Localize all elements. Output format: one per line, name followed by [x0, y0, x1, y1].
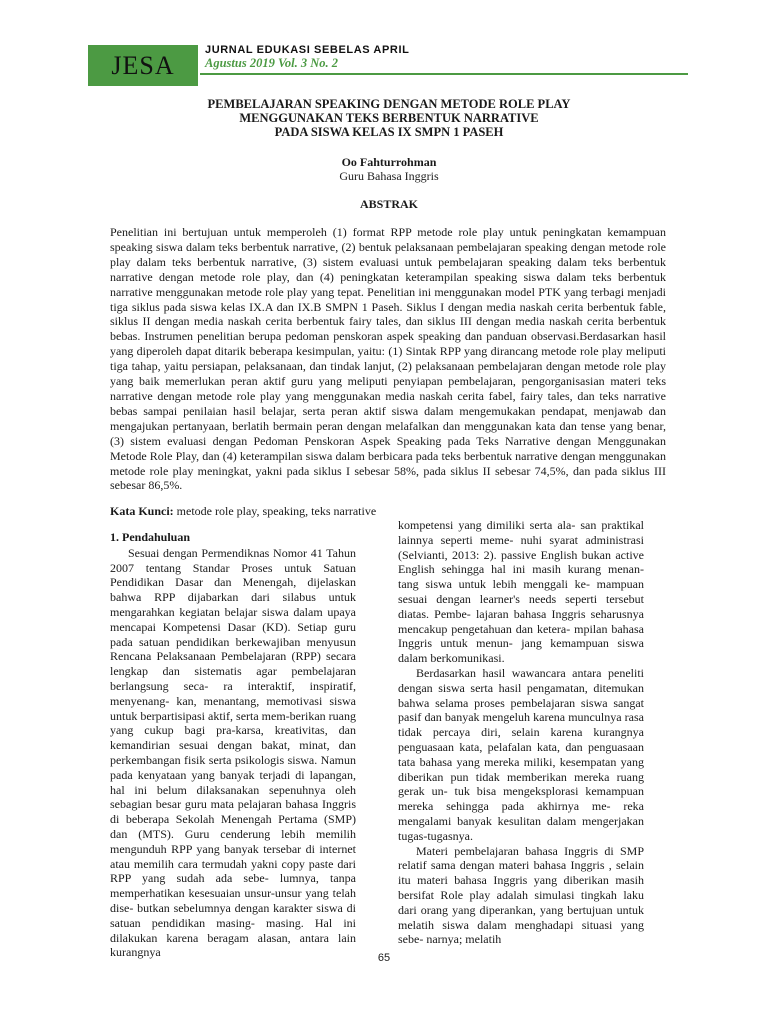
- title-line-3: PADA SISWA KELAS IX SMPN 1 PASEH: [274, 125, 504, 139]
- article-title: [90, 97, 688, 139]
- title-line-2: MENGGUNAKAN TEKS BERBENTUK NARRATIVE: [239, 111, 539, 125]
- journal-logo-text: JESA: [111, 50, 175, 80]
- body-column-left: [110, 530, 356, 960]
- keywords-label: Kata Kunci:: [110, 504, 174, 518]
- page-number: 65: [377, 952, 391, 964]
- journal-logo: [88, 45, 198, 86]
- abstract-text: Penelitian ini bertujuan untuk memperoleh (1) format RPP metode role play untuk peningkatan kemampuan speaking siswa dalam teks berbentuk narrative, (2) bentuk pelaksanaan pembelajaran speaking dengan metode role play dalam teks berbentuk narrative, (3) sistem evaluasi untuk pembelajaran speaking dalam teks berbentuk narrative dengan metode role play, dan (4) peningkatan keterampilan speaking siswa dalam teks berbentuk narrative menggunakan metode role play yang tepat. Penelitian ini menggunakan model PTK yang terbagi menjadi tiga siklus pada siswa kelas IX.A dan IX.B SMPN 1 Paseh. Siklus I dengan media naskah cerita berbentuk fable, siklus II dengan media naskah cerita berbentuk fairy tales, dan siklus III dengan media naskah cerita berbentuk bebas. Instrumen penelitian berupa pedoman penskoran aspek speaking dan panduan observasi.Berdasarkan hasil yang diperoleh dapat ditarik beberapa kesimpulan, yaitu: (1) Sintak RPP yang dirancang metode role play meliputi tiga tahap, yaitu persiapan, pelaksanaan, dan tindak lanjut, (2) pelaksanaan pembelajaran dengan metode role play yang baik memerlukan peran aktif guru yang meliputi penyiapan pembelajaran, pengorganisasian materi teks narrative dengan metode role play yang menggunakan media naskah cerita fabel, fairy tales, dan teks narrative bebas sampai penilaian hasil belajar, serta peran aktif siswa dalam mengemukakan pendapat, menjawab dan mengajukan pertanyaan, berlatih bermain peran dengan melafalkan dan menggunakan kata dan tense yang benar, (3) sistem evaluasi dengan Pedoman Penskoran Aspek Speaking pada Teks Narrative dengan Menggunakan Metode Role Play, dan (4) keterampilan siswa dalam berbicara pada teks berbentuk narrative dengan menggunakan metode role play meningkat, yakni pada siklus I sebesar 58%, pada siklus II sebesar 74,5%, dan pada siklus III sebesar 86,5%.: [110, 225, 666, 493]
- title-line-1: PEMBELAJARAN SPEAKING DENGAN METODE ROLE PLAY: [207, 97, 571, 111]
- body-paragraph: Berdasarkan hasil wawancara antara peneliti dengan siswa serta hasil pengamatan, ditemukan bahwa selama proses pembelajaran siswa sangat pasif dan banyak mengeluh karena munculnya rasa tidak percaya diri, selain karena kurangnya penguasaan kata, pelafalan kata, dan penguasaan tata bahasa yang mereka miliki, kesempatan yang diberikan pun tidak memberikan mereka ruang gerak un- tuk bisa mengeksplorasi kemampuan mereka sehingga pada akhirnya me- reka mengalami banyak kesulitan dalam mengerjakan tugas-tugasnya.: [398, 665, 644, 843]
- body-column-right: [398, 518, 644, 947]
- body-paragraph: Materi pembelajaran bahasa Inggris di SMP relatif sama dengan materi bahasa Inggris , selain itu materi bahasa Inggris yang diberikan masih bersifat Role play adalah simulasi tingkah laku dari orang yang diperankan, yang bertujuan untuk melatih siswa dalam menghadapi situasi yang sebe- narnya; melatih: [398, 843, 644, 947]
- author-name: Oo Fahturrohman: [341, 155, 437, 169]
- section-heading: 1. Pendahuluan: [110, 530, 191, 544]
- body-paragraph: kompetensi yang dimiliki serta ala- san praktikal lainnya seperti meme- nuhi syarat administrasi (Selvianti, 2013: 2). passive English bukan active English sehingga hal ini masih kurang menan- tang siswa untuk lebih menggali ke- mampuan sesuai dengan learner's needs seperti tersebut diatas. Pembe- lajaran bahasa Inggris seharusnya mencakup pengetahuan dan ketera- mpilan bahasa Inggris untuk menun- jang kemampuan siswa dalam berkomunikasi.: [398, 518, 644, 666]
- keywords-text: metode role play, speaking, teks narrative: [173, 504, 377, 518]
- body-paragraph: Sesuai dengan Permendiknas Nomor 41 Tahun 2007 tentang Standar Proses untuk Satuan Pendidikan Dasar dan Menengah, dijelaskan bahwa RPP dijabarkan dari silabus untuk mengarahkan kegiatan belajar siswa dalam upaya mencapai Kompetensi Dasar (KD). Setiap guru pada satuan pendidikan berkewajiban menyusun Rencana Pelaksanaan Pembelajaran (RPP) secara lengkap dan sistematis agar pembelajaran berlangsung seca- ra interaktif, inspiratif, menyenang- kan, menantang, memotivasi siswa untuk berpartisipasi aktif, serta mem-berikan ruang yang cukup bagi pra-karsa, kreativitas, dan kemandirian sesuai dengan bakat, minat, dan perkembangan fisik serta psikologis siswa. Namun pada kenyataan yang banyak terjadi di lapangan, hal ini belum dilaksanakan sepenuhnya oleh sebagian besar guru mata pelajaran bahasa Inggris di beberapa Sekolah Menengah Pertama (SMP) dan (MTS). Guru cenderung lebih memilih mengunduh RPP yang banyak tersebar di internet atau memilih cara termudah yakni copy paste dari RPP yang sudah ada sebe- lumnya, tanpa memperhatikan kesesuaian unsur-unsur yang telah dise- butkan sebelumnya dengan karakter siswa di satuan pendidikan masing- masing. Hal ini dilakukan karena beragam alasan, antara lain kurangnya: [110, 545, 356, 960]
- abstract-heading: ABSTRAK: [359, 197, 418, 211]
- keywords: [110, 504, 666, 519]
- journal-issue: Agustus 2019 Vol. 3 No. 2: [205, 56, 339, 70]
- header-divider: [200, 73, 688, 75]
- journal-name: JURNAL EDUKASI SEBELAS APRIL: [205, 44, 410, 56]
- author-affiliation: Guru Bahasa Inggris: [339, 169, 439, 183]
